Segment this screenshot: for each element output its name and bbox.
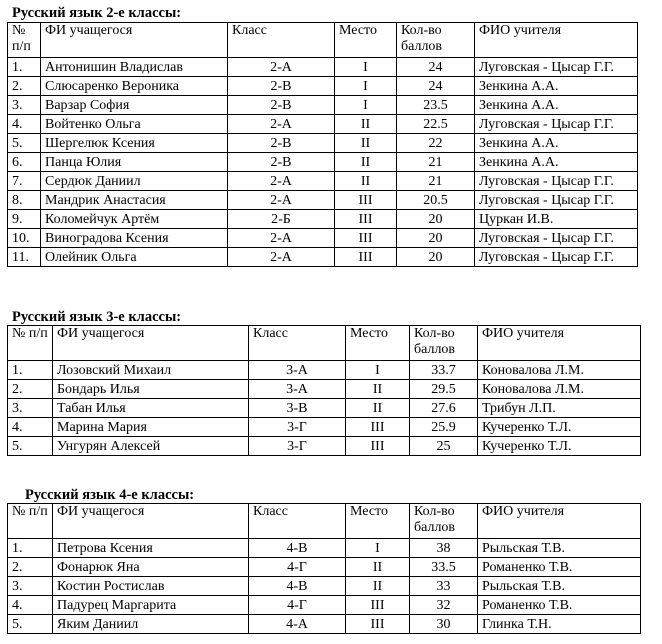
table-row (8, 577, 641, 596)
col-class: 3-В (249, 399, 346, 418)
table-row (8, 229, 638, 248)
col-student-name: Костин Ростислав (53, 577, 249, 596)
col-teacher: Луговская - Цысар Г.Г. (475, 58, 638, 77)
table-row (8, 437, 641, 456)
header-col-teacher: ФИО учителя (478, 504, 641, 539)
col-class: 3-А (249, 361, 346, 380)
col-class: 2-Б (228, 210, 335, 229)
col-place: I (335, 77, 397, 96)
col-teacher: Цуркан И.В. (475, 210, 638, 229)
col-place: II (335, 153, 397, 172)
col-class: 4-В (249, 577, 346, 596)
header-col-score: Кол-во баллов (397, 23, 475, 58)
col-teacher: Коновалова Л.М. (478, 380, 641, 399)
col-number: 6. (8, 153, 41, 172)
col-place: II (346, 577, 410, 596)
col-place: III (346, 418, 410, 437)
col-student-name: Лозовский Михаил (53, 361, 249, 380)
col-class: 3-Г (249, 437, 346, 456)
col-place: II (335, 134, 397, 153)
col-number: 4. (8, 418, 53, 437)
results-table-grade-3 (7, 325, 641, 456)
col-class: 2-А (228, 172, 335, 191)
table-row (8, 58, 638, 77)
col-score: 22.5 (397, 115, 475, 134)
header-col-teacher: ФИО учителя (475, 23, 638, 58)
col-student-name: Петрова Ксения (53, 539, 249, 558)
col-student-name: Антонишин Владислав (41, 58, 228, 77)
col-student-name: Мандрик Анастасия (41, 191, 228, 210)
col-number: 5. (8, 134, 41, 153)
col-student-name: Шергелюк Ксения (41, 134, 228, 153)
col-class: 2-А (228, 191, 335, 210)
table-header-row (8, 504, 641, 539)
col-teacher: Луговская - Цысар Г.Г. (475, 229, 638, 248)
col-teacher: Кучеренко Т.Л. (478, 418, 641, 437)
header-col-student-name: ФИ учащегося (41, 23, 228, 58)
col-class: 4-Г (249, 558, 346, 577)
header-col-student-name: ФИ учащегося (53, 504, 249, 539)
col-score: 30 (410, 615, 478, 634)
col-teacher: Луговская - Цысар Г.Г. (475, 172, 638, 191)
col-student-name: Фонарюк Яна (53, 558, 249, 577)
results-table-grade-4 (7, 503, 641, 634)
table-row (8, 248, 638, 267)
col-score: 24 (397, 58, 475, 77)
col-place: I (335, 96, 397, 115)
header-col-score: Кол-во баллов (410, 504, 478, 539)
col-score: 33.7 (410, 361, 478, 380)
col-class: 2-В (228, 153, 335, 172)
col-score: 20 (397, 210, 475, 229)
col-teacher: Романенко Т.В. (478, 596, 641, 615)
col-number: 2. (8, 558, 53, 577)
col-score: 21 (397, 153, 475, 172)
col-teacher: Кучеренко Т.Л. (478, 437, 641, 456)
header-col-class: Класс (228, 23, 335, 58)
col-teacher: Рыльская Т.В. (478, 577, 641, 596)
col-number: 5. (8, 437, 53, 456)
header-col-score: Кол-во баллов (410, 326, 478, 361)
table-row (8, 153, 638, 172)
table-row (8, 172, 638, 191)
col-score: 23.5 (397, 96, 475, 115)
col-number: 1. (8, 361, 53, 380)
col-student-name: Панца Юлия (41, 153, 228, 172)
table-row (8, 558, 641, 577)
col-student-name: Яким Даниил (53, 615, 249, 634)
col-number: 4. (8, 115, 41, 134)
col-student-name: Марина Мария (53, 418, 249, 437)
col-place: III (346, 596, 410, 615)
col-number: 9. (8, 210, 41, 229)
col-class: 2-В (228, 96, 335, 115)
col-score: 25 (410, 437, 478, 456)
header-col-student-name: ФИ учащегося (53, 326, 249, 361)
col-class: 4-Г (249, 596, 346, 615)
header-col-number: № п/п (8, 504, 53, 539)
col-number: 3. (8, 399, 53, 418)
col-place: I (335, 58, 397, 77)
col-place: I (346, 539, 410, 558)
col-class: 2-В (228, 134, 335, 153)
table-row (8, 399, 641, 418)
col-teacher: Зенкина А.А. (475, 96, 638, 115)
col-score: 27.6 (410, 399, 478, 418)
table-row (8, 96, 638, 115)
table-header-row (8, 326, 641, 361)
header-col-number: № п/п (8, 23, 41, 58)
table-row (8, 77, 638, 96)
col-teacher: Трибун Л.П. (478, 399, 641, 418)
table-row (8, 210, 638, 229)
col-student-name: Слюсаренко Вероника (41, 77, 228, 96)
col-score: 33.5 (410, 558, 478, 577)
col-score: 20 (397, 248, 475, 267)
col-number: 5. (8, 615, 53, 634)
col-score: 38 (410, 539, 478, 558)
col-number: 3. (8, 577, 53, 596)
col-number: 1. (8, 58, 41, 77)
col-student-name: Коломейчук Артём (41, 210, 228, 229)
col-score: 20.5 (397, 191, 475, 210)
results-table-grade-2 (7, 22, 638, 267)
header-col-place: Место (335, 23, 397, 58)
col-place: III (335, 248, 397, 267)
col-score: 25.9 (410, 418, 478, 437)
col-number: 11. (8, 248, 41, 267)
col-number: 2. (8, 77, 41, 96)
header-col-teacher: ФИО учителя (478, 326, 641, 361)
col-score: 33 (410, 577, 478, 596)
col-class: 2-А (228, 58, 335, 77)
col-place: II (335, 172, 397, 191)
col-score: 32 (410, 596, 478, 615)
col-place: III (346, 437, 410, 456)
col-number: 4. (8, 596, 53, 615)
col-teacher: Зенкина А.А. (475, 134, 638, 153)
col-score: 20 (397, 229, 475, 248)
col-class: 2-В (228, 77, 335, 96)
col-score: 29.5 (410, 380, 478, 399)
col-student-name: Табан Илья (53, 399, 249, 418)
col-student-name: Унгурян Алексей (53, 437, 249, 456)
col-teacher: Луговская - Цысар Г.Г. (475, 248, 638, 267)
col-place: II (346, 558, 410, 577)
col-class: 4-В (249, 539, 346, 558)
col-student-name: Виноградова Ксения (41, 229, 228, 248)
table-row (8, 418, 641, 437)
col-student-name: Бондарь Илья (53, 380, 249, 399)
header-col-place: Место (346, 504, 410, 539)
col-class: 3-А (249, 380, 346, 399)
col-student-name: Войтенко Ольга (41, 115, 228, 134)
table-row (8, 380, 641, 399)
col-class: 3-Г (249, 418, 346, 437)
col-place: III (335, 229, 397, 248)
col-teacher: Коновалова Л.М. (478, 361, 641, 380)
col-place: II (346, 399, 410, 418)
header-col-number: № п/п (8, 326, 53, 361)
col-teacher: Луговская - Цысар Г.Г. (475, 115, 638, 134)
col-place: III (335, 210, 397, 229)
col-number: 3. (8, 96, 41, 115)
col-number: 10. (8, 229, 41, 248)
header-col-place: Место (346, 326, 410, 361)
table-row (8, 539, 641, 558)
header-col-class: Класс (249, 326, 346, 361)
section-heading-grade-4: Русский язык 4-е классы: (25, 487, 195, 503)
col-place: III (346, 615, 410, 634)
table-row (8, 596, 641, 615)
table-row (8, 115, 638, 134)
col-place: II (335, 115, 397, 134)
table-header-row (8, 23, 638, 58)
col-score: 21 (397, 172, 475, 191)
col-teacher: Рыльская Т.В. (478, 539, 641, 558)
col-student-name: Варзар София (41, 96, 228, 115)
col-student-name: Падурец Маргарита (53, 596, 249, 615)
col-teacher: Зенкина А.А. (475, 77, 638, 96)
col-number: 8. (8, 191, 41, 210)
col-teacher: Зенкина А.А. (475, 153, 638, 172)
col-teacher: Романенко Т.В. (478, 558, 641, 577)
col-number: 2. (8, 380, 53, 399)
table-row (8, 191, 638, 210)
col-place: I (346, 361, 410, 380)
col-class: 4-А (249, 615, 346, 634)
section-heading-grade-3: Русский язык 3-е классы: (12, 309, 182, 325)
table-row (8, 615, 641, 634)
col-score: 22 (397, 134, 475, 153)
header-col-class: Класс (249, 504, 346, 539)
col-class: 2-А (228, 229, 335, 248)
col-score: 24 (397, 77, 475, 96)
col-student-name: Олейник Ольга (41, 248, 228, 267)
section-heading-grade-2: Русский язык 2-е классы: (12, 5, 182, 21)
table-row (8, 134, 638, 153)
col-teacher: Луговская - Цысар Г.Г. (475, 191, 638, 210)
col-student-name: Сердюк Даниил (41, 172, 228, 191)
col-number: 7. (8, 172, 41, 191)
col-class: 2-А (228, 248, 335, 267)
col-teacher: Глинка Т.Н. (478, 615, 641, 634)
col-number: 1. (8, 539, 53, 558)
col-place: III (335, 191, 397, 210)
col-place: II (346, 380, 410, 399)
table-row (8, 361, 641, 380)
col-class: 2-А (228, 115, 335, 134)
